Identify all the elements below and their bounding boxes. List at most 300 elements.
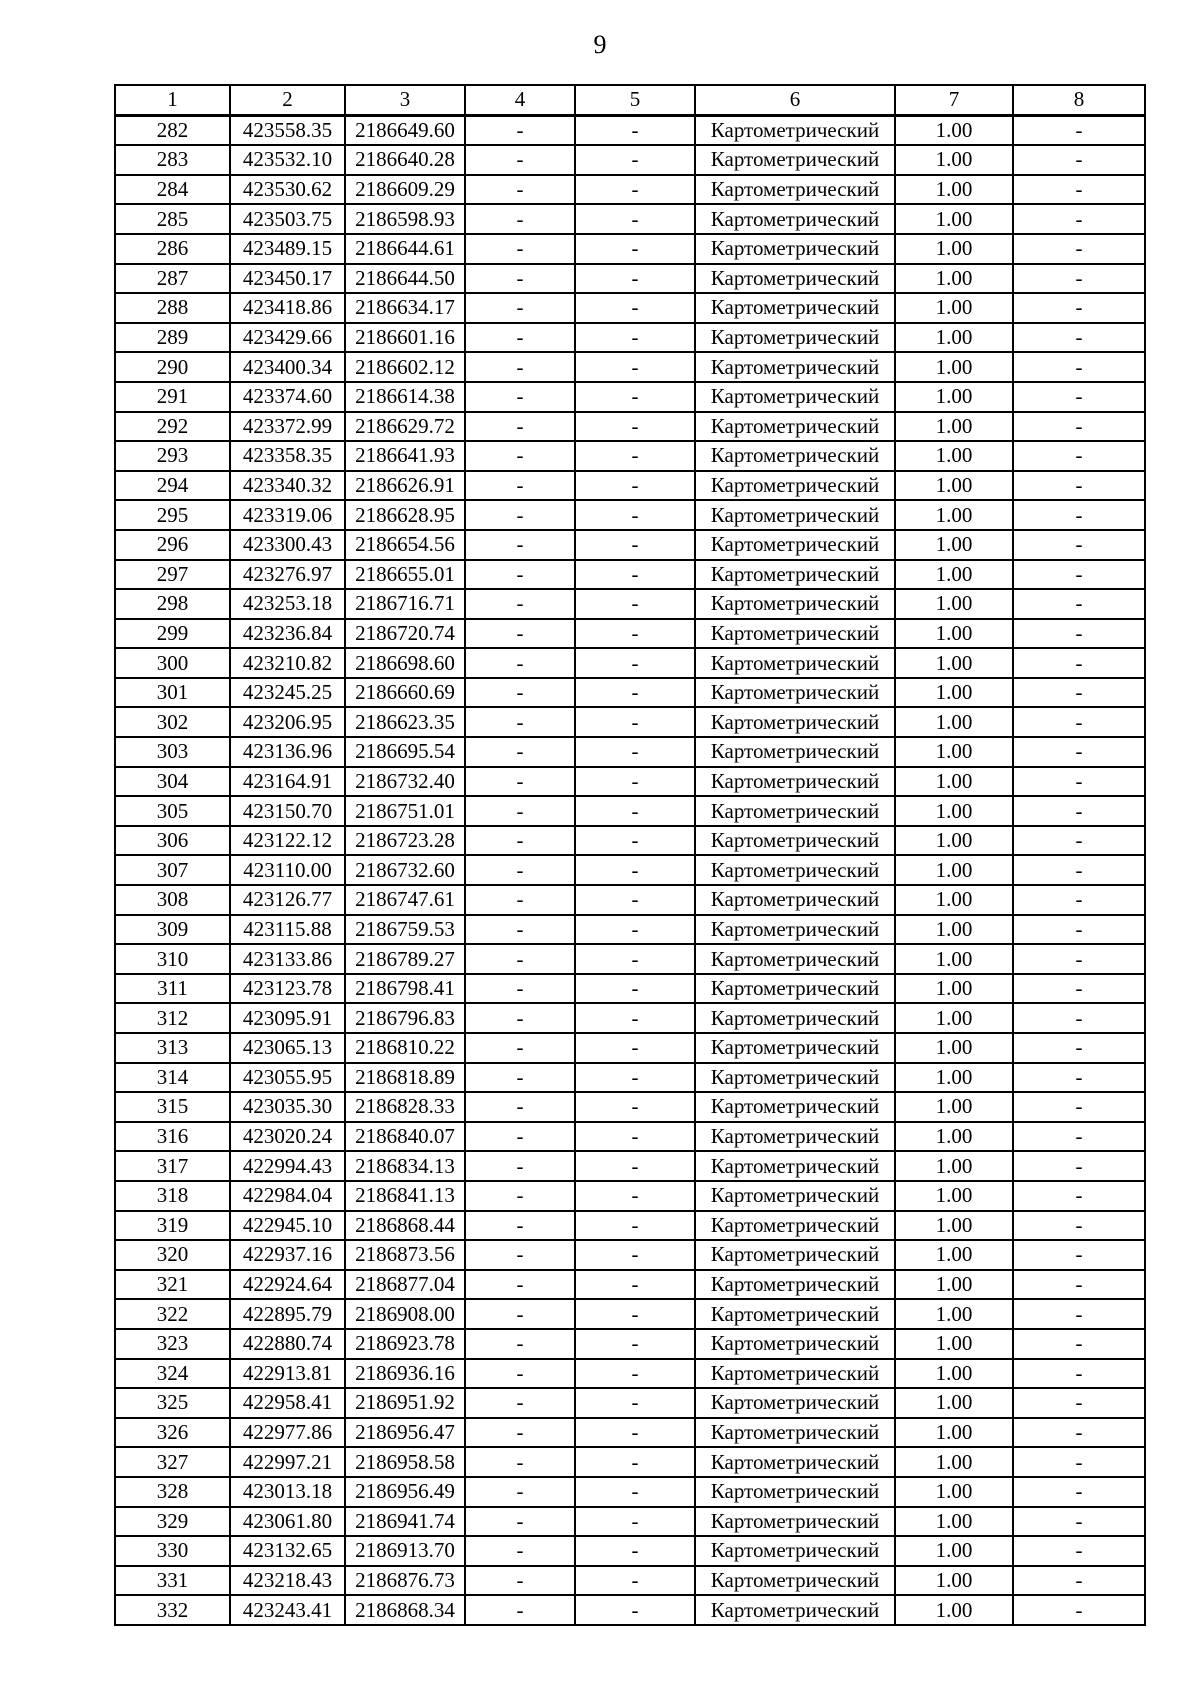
table-row <box>115 589 1145 619</box>
col8-cell: - <box>1013 264 1145 294</box>
x-coordinate-cell: 423055.95 <box>230 1063 345 1093</box>
table-row <box>115 885 1145 915</box>
col4-cell: - <box>465 1536 575 1566</box>
x-coordinate-cell: 423020.24 <box>230 1122 345 1152</box>
y-coordinate-cell: 2186876.73 <box>345 1566 465 1596</box>
col8-cell: - <box>1013 1270 1145 1300</box>
col8-cell: - <box>1013 767 1145 797</box>
x-coordinate-cell: 423418.86 <box>230 293 345 323</box>
table-row <box>115 1240 1145 1270</box>
y-coordinate-cell: 2186868.44 <box>345 1211 465 1241</box>
col8-cell: - <box>1013 1418 1145 1448</box>
table-row <box>115 855 1145 885</box>
col4-cell: - <box>465 441 575 471</box>
point-number-cell: 291 <box>115 382 230 412</box>
method-cell: Картометрический <box>695 826 895 856</box>
accuracy-cell: 1.00 <box>895 1595 1013 1625</box>
accuracy-cell: 1.00 <box>895 1240 1013 1270</box>
col5-cell: - <box>575 796 695 826</box>
point-number-cell: 310 <box>115 944 230 974</box>
table-body <box>115 115 1145 1625</box>
col5-cell: - <box>575 1211 695 1241</box>
y-coordinate-cell: 2186655.01 <box>345 560 465 590</box>
col5-cell: - <box>575 1092 695 1122</box>
point-number-cell: 289 <box>115 323 230 353</box>
y-coordinate-cell: 2186759.53 <box>345 915 465 945</box>
col8-cell: - <box>1013 1181 1145 1211</box>
accuracy-cell: 1.00 <box>895 1329 1013 1359</box>
point-number-cell: 290 <box>115 352 230 382</box>
col4-cell: - <box>465 323 575 353</box>
accuracy-cell: 1.00 <box>895 707 1013 737</box>
method-cell: Картометрический <box>695 1388 895 1418</box>
col8-cell: - <box>1013 382 1145 412</box>
column-header: 1 <box>115 85 230 115</box>
col5-cell: - <box>575 915 695 945</box>
x-coordinate-cell: 422994.43 <box>230 1151 345 1181</box>
x-coordinate-cell: 423218.43 <box>230 1566 345 1596</box>
col5-cell: - <box>575 707 695 737</box>
col8-cell: - <box>1013 441 1145 471</box>
x-coordinate-cell: 423133.86 <box>230 944 345 974</box>
accuracy-cell: 1.00 <box>895 264 1013 294</box>
x-coordinate-cell: 423374.60 <box>230 382 345 412</box>
point-number-cell: 312 <box>115 1003 230 1033</box>
page-number: 9 <box>593 30 607 59</box>
col4-cell: - <box>465 530 575 560</box>
y-coordinate-cell: 2186623.35 <box>345 707 465 737</box>
x-coordinate-cell: 423319.06 <box>230 500 345 530</box>
col8-cell: - <box>1013 1003 1145 1033</box>
method-cell: Картометрический <box>695 1299 895 1329</box>
col4-cell: - <box>465 412 575 442</box>
col5-cell: - <box>575 264 695 294</box>
col4-cell: - <box>465 1299 575 1329</box>
col4-cell: - <box>465 145 575 175</box>
table-row <box>115 619 1145 649</box>
col5-cell: - <box>575 560 695 590</box>
col4-cell: - <box>465 678 575 708</box>
accuracy-cell: 1.00 <box>895 471 1013 501</box>
method-cell: Картометрический <box>695 1092 895 1122</box>
method-cell: Картометрический <box>695 382 895 412</box>
col5-cell: - <box>575 1033 695 1063</box>
y-coordinate-cell: 2186660.69 <box>345 678 465 708</box>
point-number-cell: 319 <box>115 1211 230 1241</box>
point-number-cell: 301 <box>115 678 230 708</box>
method-cell: Картометрический <box>695 1151 895 1181</box>
x-coordinate-cell: 423400.34 <box>230 352 345 382</box>
table-row <box>115 1595 1145 1625</box>
col8-cell: - <box>1013 500 1145 530</box>
col8-cell: - <box>1013 530 1145 560</box>
method-cell: Картометрический <box>695 619 895 649</box>
point-number-cell: 326 <box>115 1418 230 1448</box>
x-coordinate-cell: 422945.10 <box>230 1211 345 1241</box>
method-cell: Картометрический <box>695 323 895 353</box>
accuracy-cell: 1.00 <box>895 678 1013 708</box>
method-cell: Картометрический <box>695 1507 895 1537</box>
y-coordinate-cell: 2186654.56 <box>345 530 465 560</box>
col5-cell: - <box>575 619 695 649</box>
x-coordinate-cell: 423122.12 <box>230 826 345 856</box>
y-coordinate-cell: 2186841.13 <box>345 1181 465 1211</box>
point-number-cell: 298 <box>115 589 230 619</box>
col5-cell: - <box>575 115 695 145</box>
y-coordinate-cell: 2186716.71 <box>345 589 465 619</box>
y-coordinate-cell: 2186868.34 <box>345 1595 465 1625</box>
table-row <box>115 441 1145 471</box>
accuracy-cell: 1.00 <box>895 826 1013 856</box>
point-number-cell: 300 <box>115 648 230 678</box>
col4-cell: - <box>465 1063 575 1093</box>
accuracy-cell: 1.00 <box>895 1299 1013 1329</box>
col4-cell: - <box>465 767 575 797</box>
col8-cell: - <box>1013 678 1145 708</box>
point-number-cell: 286 <box>115 234 230 264</box>
col8-cell: - <box>1013 648 1145 678</box>
y-coordinate-cell: 2186923.78 <box>345 1329 465 1359</box>
method-cell: Картометрический <box>695 530 895 560</box>
y-coordinate-cell: 2186956.47 <box>345 1418 465 1448</box>
method-cell: Картометрический <box>695 1418 895 1448</box>
table-row <box>115 1122 1145 1152</box>
table-row <box>115 412 1145 442</box>
y-coordinate-cell: 2186609.29 <box>345 175 465 205</box>
col8-cell: - <box>1013 560 1145 590</box>
col8-cell: - <box>1013 1299 1145 1329</box>
table-row <box>115 382 1145 412</box>
x-coordinate-cell: 423013.18 <box>230 1477 345 1507</box>
x-coordinate-cell: 423300.43 <box>230 530 345 560</box>
accuracy-cell: 1.00 <box>895 1507 1013 1537</box>
col8-cell: - <box>1013 234 1145 264</box>
col4-cell: - <box>465 204 575 234</box>
col4-cell: - <box>465 500 575 530</box>
method-cell: Картометрический <box>695 1329 895 1359</box>
accuracy-cell: 1.00 <box>895 648 1013 678</box>
point-number-cell: 320 <box>115 1240 230 1270</box>
method-cell: Картометрический <box>695 1536 895 1566</box>
point-number-cell: 288 <box>115 293 230 323</box>
accuracy-cell: 1.00 <box>895 1359 1013 1389</box>
col5-cell: - <box>575 1240 695 1270</box>
col5-cell: - <box>575 500 695 530</box>
x-coordinate-cell: 422958.41 <box>230 1388 345 1418</box>
y-coordinate-cell: 2186598.93 <box>345 204 465 234</box>
col5-cell: - <box>575 1447 695 1477</box>
col8-cell: - <box>1013 944 1145 974</box>
x-coordinate-cell: 422984.04 <box>230 1181 345 1211</box>
col5-cell: - <box>575 530 695 560</box>
table-row <box>115 1536 1145 1566</box>
accuracy-cell: 1.00 <box>895 115 1013 145</box>
y-coordinate-cell: 2186828.33 <box>345 1092 465 1122</box>
col5-cell: - <box>575 944 695 974</box>
point-number-cell: 315 <box>115 1092 230 1122</box>
accuracy-cell: 1.00 <box>895 145 1013 175</box>
method-cell: Картометрический <box>695 500 895 530</box>
point-number-cell: 292 <box>115 412 230 442</box>
table-header-row <box>115 85 1145 115</box>
accuracy-cell: 1.00 <box>895 885 1013 915</box>
y-coordinate-cell: 2186798.41 <box>345 974 465 1004</box>
x-coordinate-cell: 422937.16 <box>230 1240 345 1270</box>
accuracy-cell: 1.00 <box>895 293 1013 323</box>
y-coordinate-cell: 2186941.74 <box>345 1507 465 1537</box>
col4-cell: - <box>465 264 575 294</box>
col4-cell: - <box>465 1507 575 1537</box>
col4-cell: - <box>465 855 575 885</box>
col8-cell: - <box>1013 1477 1145 1507</box>
accuracy-cell: 1.00 <box>895 944 1013 974</box>
method-cell: Картометрический <box>695 204 895 234</box>
accuracy-cell: 1.00 <box>895 737 1013 767</box>
accuracy-cell: 1.00 <box>895 1270 1013 1300</box>
col4-cell: - <box>465 1418 575 1448</box>
table-row <box>115 1003 1145 1033</box>
col5-cell: - <box>575 471 695 501</box>
x-coordinate-cell: 423061.80 <box>230 1507 345 1537</box>
point-number-cell: 309 <box>115 915 230 945</box>
col8-cell: - <box>1013 1595 1145 1625</box>
accuracy-cell: 1.00 <box>895 1211 1013 1241</box>
x-coordinate-cell: 423450.17 <box>230 264 345 294</box>
x-coordinate-cell: 423532.10 <box>230 145 345 175</box>
col8-cell: - <box>1013 1447 1145 1477</box>
accuracy-cell: 1.00 <box>895 382 1013 412</box>
y-coordinate-cell: 2186698.60 <box>345 648 465 678</box>
method-cell: Картометрический <box>695 1447 895 1477</box>
y-coordinate-cell: 2186601.16 <box>345 323 465 353</box>
point-number-cell: 323 <box>115 1329 230 1359</box>
col8-cell: - <box>1013 885 1145 915</box>
method-cell: Картометрический <box>695 1240 895 1270</box>
method-cell: Картометрический <box>695 560 895 590</box>
point-number-cell: 297 <box>115 560 230 590</box>
point-number-cell: 283 <box>115 145 230 175</box>
table-row <box>115 974 1145 1004</box>
accuracy-cell: 1.00 <box>895 915 1013 945</box>
method-cell: Картометрический <box>695 1063 895 1093</box>
col4-cell: - <box>465 1388 575 1418</box>
table-row <box>115 1477 1145 1507</box>
col4-cell: - <box>465 560 575 590</box>
col8-cell: - <box>1013 1388 1145 1418</box>
col4-cell: - <box>465 1566 575 1596</box>
col4-cell: - <box>465 1003 575 1033</box>
accuracy-cell: 1.00 <box>895 500 1013 530</box>
col8-cell: - <box>1013 293 1145 323</box>
y-coordinate-cell: 2186913.70 <box>345 1536 465 1566</box>
col4-cell: - <box>465 1447 575 1477</box>
accuracy-cell: 1.00 <box>895 441 1013 471</box>
col8-cell: - <box>1013 412 1145 442</box>
col8-cell: - <box>1013 175 1145 205</box>
col4-cell: - <box>465 1181 575 1211</box>
y-coordinate-cell: 2186789.27 <box>345 944 465 974</box>
method-cell: Картометрический <box>695 264 895 294</box>
point-number-cell: 332 <box>115 1595 230 1625</box>
point-number-cell: 328 <box>115 1477 230 1507</box>
col5-cell: - <box>575 1003 695 1033</box>
y-coordinate-cell: 2186810.22 <box>345 1033 465 1063</box>
col4-cell: - <box>465 1270 575 1300</box>
table-row <box>115 500 1145 530</box>
col4-cell: - <box>465 115 575 145</box>
x-coordinate-cell: 423065.13 <box>230 1033 345 1063</box>
col4-cell: - <box>465 1211 575 1241</box>
y-coordinate-cell: 2186614.38 <box>345 382 465 412</box>
y-coordinate-cell: 2186626.91 <box>345 471 465 501</box>
method-cell: Картометрический <box>695 1359 895 1389</box>
y-coordinate-cell: 2186640.28 <box>345 145 465 175</box>
y-coordinate-cell: 2186818.89 <box>345 1063 465 1093</box>
method-cell: Картометрический <box>695 293 895 323</box>
accuracy-cell: 1.00 <box>895 1151 1013 1181</box>
col5-cell: - <box>575 826 695 856</box>
column-header: 2 <box>230 85 345 115</box>
table-row <box>115 115 1145 145</box>
accuracy-cell: 1.00 <box>895 855 1013 885</box>
y-coordinate-cell: 2186695.54 <box>345 737 465 767</box>
col4-cell: - <box>465 885 575 915</box>
x-coordinate-cell: 423132.65 <box>230 1536 345 1566</box>
col8-cell: - <box>1013 619 1145 649</box>
table-row <box>115 707 1145 737</box>
accuracy-cell: 1.00 <box>895 796 1013 826</box>
x-coordinate-cell: 423558.35 <box>230 115 345 145</box>
col5-cell: - <box>575 1595 695 1625</box>
y-coordinate-cell: 2186720.74 <box>345 619 465 649</box>
col4-cell: - <box>465 826 575 856</box>
y-coordinate-cell: 2186644.61 <box>345 234 465 264</box>
table-row <box>115 560 1145 590</box>
col8-cell: - <box>1013 1536 1145 1566</box>
method-cell: Картометрический <box>695 1270 895 1300</box>
col5-cell: - <box>575 412 695 442</box>
y-coordinate-cell: 2186751.01 <box>345 796 465 826</box>
col5-cell: - <box>575 678 695 708</box>
col8-cell: - <box>1013 974 1145 1004</box>
x-coordinate-cell: 423164.91 <box>230 767 345 797</box>
col8-cell: - <box>1013 471 1145 501</box>
accuracy-cell: 1.00 <box>895 530 1013 560</box>
accuracy-cell: 1.00 <box>895 1447 1013 1477</box>
col5-cell: - <box>575 1536 695 1566</box>
col4-cell: - <box>465 737 575 767</box>
y-coordinate-cell: 2186877.04 <box>345 1270 465 1300</box>
point-number-cell: 331 <box>115 1566 230 1596</box>
point-number-cell: 321 <box>115 1270 230 1300</box>
table-row <box>115 204 1145 234</box>
accuracy-cell: 1.00 <box>895 589 1013 619</box>
col8-cell: - <box>1013 115 1145 145</box>
col5-cell: - <box>575 145 695 175</box>
col5-cell: - <box>575 1359 695 1389</box>
method-cell: Картометрический <box>695 115 895 145</box>
x-coordinate-cell: 423126.77 <box>230 885 345 915</box>
y-coordinate-cell: 2186958.58 <box>345 1447 465 1477</box>
col8-cell: - <box>1013 589 1145 619</box>
point-number-cell: 305 <box>115 796 230 826</box>
table-row <box>115 1418 1145 1448</box>
method-cell: Картометрический <box>695 441 895 471</box>
table-row <box>115 323 1145 353</box>
col8-cell: - <box>1013 1240 1145 1270</box>
table-row <box>115 1447 1145 1477</box>
table-row <box>115 471 1145 501</box>
x-coordinate-cell: 423035.30 <box>230 1092 345 1122</box>
method-cell: Картометрический <box>695 767 895 797</box>
col8-cell: - <box>1013 204 1145 234</box>
x-coordinate-cell: 422924.64 <box>230 1270 345 1300</box>
method-cell: Картометрический <box>695 1477 895 1507</box>
table-row <box>115 1181 1145 1211</box>
table-row <box>115 1359 1145 1389</box>
col8-cell: - <box>1013 1033 1145 1063</box>
col4-cell: - <box>465 352 575 382</box>
method-cell: Картометрический <box>695 796 895 826</box>
method-cell: Картометрический <box>695 145 895 175</box>
point-number-cell: 324 <box>115 1359 230 1389</box>
table-row <box>115 234 1145 264</box>
table-row <box>115 944 1145 974</box>
col8-cell: - <box>1013 1063 1145 1093</box>
point-number-cell: 314 <box>115 1063 230 1093</box>
column-header: 8 <box>1013 85 1145 115</box>
accuracy-cell: 1.00 <box>895 974 1013 1004</box>
method-cell: Картометрический <box>695 589 895 619</box>
accuracy-cell: 1.00 <box>895 1092 1013 1122</box>
accuracy-cell: 1.00 <box>895 1477 1013 1507</box>
point-number-cell: 327 <box>115 1447 230 1477</box>
accuracy-cell: 1.00 <box>895 560 1013 590</box>
method-cell: Картометрический <box>695 648 895 678</box>
col5-cell: - <box>575 204 695 234</box>
column-header: 3 <box>345 85 465 115</box>
x-coordinate-cell: 423358.35 <box>230 441 345 471</box>
x-coordinate-cell: 423503.75 <box>230 204 345 234</box>
col4-cell: - <box>465 1151 575 1181</box>
col5-cell: - <box>575 1063 695 1093</box>
col4-cell: - <box>465 707 575 737</box>
method-cell: Картометрический <box>695 412 895 442</box>
table-row <box>115 678 1145 708</box>
method-cell: Картометрический <box>695 1211 895 1241</box>
accuracy-cell: 1.00 <box>895 767 1013 797</box>
column-header: 7 <box>895 85 1013 115</box>
method-cell: Картометрический <box>695 471 895 501</box>
col4-cell: - <box>465 619 575 649</box>
method-cell: Картометрический <box>695 1181 895 1211</box>
col4-cell: - <box>465 1033 575 1063</box>
x-coordinate-cell: 423136.96 <box>230 737 345 767</box>
accuracy-cell: 1.00 <box>895 619 1013 649</box>
col8-cell: - <box>1013 1507 1145 1537</box>
table-row <box>115 530 1145 560</box>
y-coordinate-cell: 2186641.93 <box>345 441 465 471</box>
x-coordinate-cell: 422895.79 <box>230 1299 345 1329</box>
method-cell: Картометрический <box>695 352 895 382</box>
point-number-cell: 313 <box>115 1033 230 1063</box>
col4-cell: - <box>465 1359 575 1389</box>
y-coordinate-cell: 2186956.49 <box>345 1477 465 1507</box>
accuracy-cell: 1.00 <box>895 1063 1013 1093</box>
accuracy-cell: 1.00 <box>895 1536 1013 1566</box>
col5-cell: - <box>575 648 695 678</box>
x-coordinate-cell: 423123.78 <box>230 974 345 1004</box>
